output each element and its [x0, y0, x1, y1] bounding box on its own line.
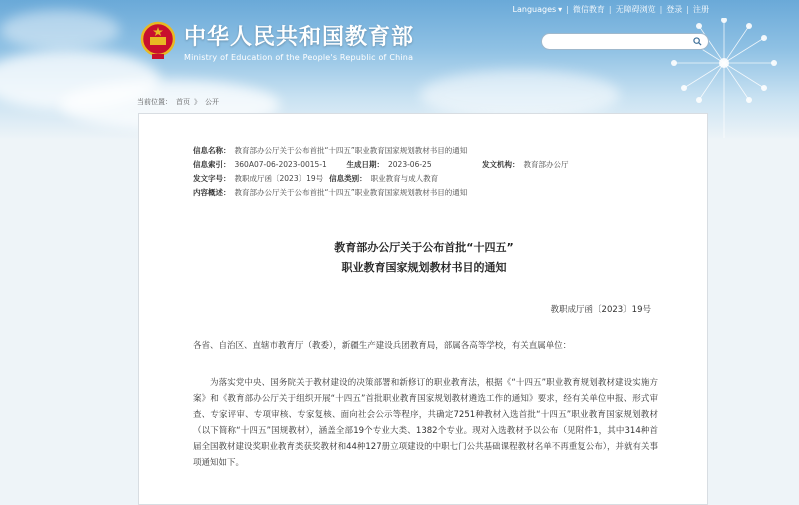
chevron-down-icon: ▾	[558, 4, 563, 14]
document-title-line2: 职业教育国家规划教材书目的通知	[341, 261, 507, 274]
languages-menu[interactable]	[513, 5, 563, 14]
separator: |	[659, 4, 663, 14]
accessibility-link[interactable]: 无障碍浏览	[615, 4, 656, 14]
document-paragraph: 为落实党中央、国务院关于教材建设的决策部署和新修订的职业教育法，根据《“十四五”职业教育规划教材建设实施方案》和《教育部办公厅关于组织开展“十四五”首批职业教育国家规划教材遴选工作的通知》要求，经有关单位申报、形式审查、专家评审、专项审核、专家复核、面向社会公示等程序，共确定7251种教材入选首批“十四五”职业教育国家规划教材（以下简称“十四五”国规教材），涵盖全部19个专业大类、1382个专业。现对入选教材予以公布（见附件1，其中314种首届全国教材建设奖职业教育类获奖教材和44种127册立项建设的中职七门公共基础课程教材名单不再重复公布），并就有关事项通知如下。	[193, 378, 658, 468]
meta-category-value: 职业教育与成人教育	[370, 174, 439, 183]
document-number: 教职成厅函〔2023〕19号	[550, 305, 651, 315]
meta-date-label: 生成日期：	[346, 160, 384, 169]
search-icon[interactable]	[693, 37, 702, 46]
register-link[interactable]: 注册	[693, 4, 709, 14]
breadcrumb-separator: 》	[194, 98, 201, 106]
meta-summary-value: 教育部办公厅关于公布首批“十四五”职业教育国家规划教材书目的通知	[234, 188, 468, 197]
metadata-table	[193, 144, 569, 200]
breadcrumb-current[interactable]: 公开	[205, 98, 219, 106]
national-emblem-icon	[140, 21, 176, 61]
meta-docno-label: 发文字号：	[193, 174, 231, 183]
meta-index-label: 信息索引：	[193, 160, 231, 169]
article-panel	[138, 113, 708, 505]
meta-summary-label: 内容概述：	[193, 188, 231, 197]
breadcrumb	[137, 97, 219, 107]
meta-index-value: 360A07-06-2023-0015-1	[234, 160, 327, 169]
meta-date-value: 2023-06-25	[388, 160, 432, 169]
search-input[interactable]	[550, 37, 693, 46]
site-title: 中华人民共和国教育部	[184, 24, 415, 50]
login-link[interactable]: 登录	[666, 4, 683, 14]
separator: |	[566, 4, 569, 14]
site-logo[interactable]	[140, 20, 414, 62]
meta-name-value: 教育部办公厅关于公布首批“十四五”职业教育国家规划教材书目的通知	[234, 146, 468, 155]
site-title-english: Ministry of Education of the People's Republic of China	[184, 53, 414, 62]
document-salutation: 各省、自治区、直辖市教育厅（教委），新疆生产建设兵团教育局，部属各高等学校，有关直属单位：	[193, 341, 572, 351]
weibo-link[interactable]: 微信教育	[572, 4, 605, 14]
breadcrumb-prefix: 当前位置：	[137, 98, 172, 106]
meta-org-label: 发文机构：	[482, 160, 520, 169]
meta-category-label: 信息类别：	[329, 174, 367, 183]
separator: |	[608, 4, 612, 14]
top-utility-bar	[513, 2, 709, 16]
search-box	[541, 33, 709, 50]
languages-label: Languages	[512, 4, 557, 14]
breadcrumb-home[interactable]: 首页	[176, 98, 190, 106]
document-title	[139, 238, 709, 278]
meta-org-value: 教育部办公厅	[523, 160, 569, 169]
meta-docno-value: 教职成厅函〔2023〕19号	[234, 174, 324, 183]
meta-name-label: 信息名称：	[193, 146, 231, 155]
document-title-line1: 教育部办公厅关于公布首批“十四五”	[334, 241, 514, 254]
separator: |	[686, 4, 689, 14]
